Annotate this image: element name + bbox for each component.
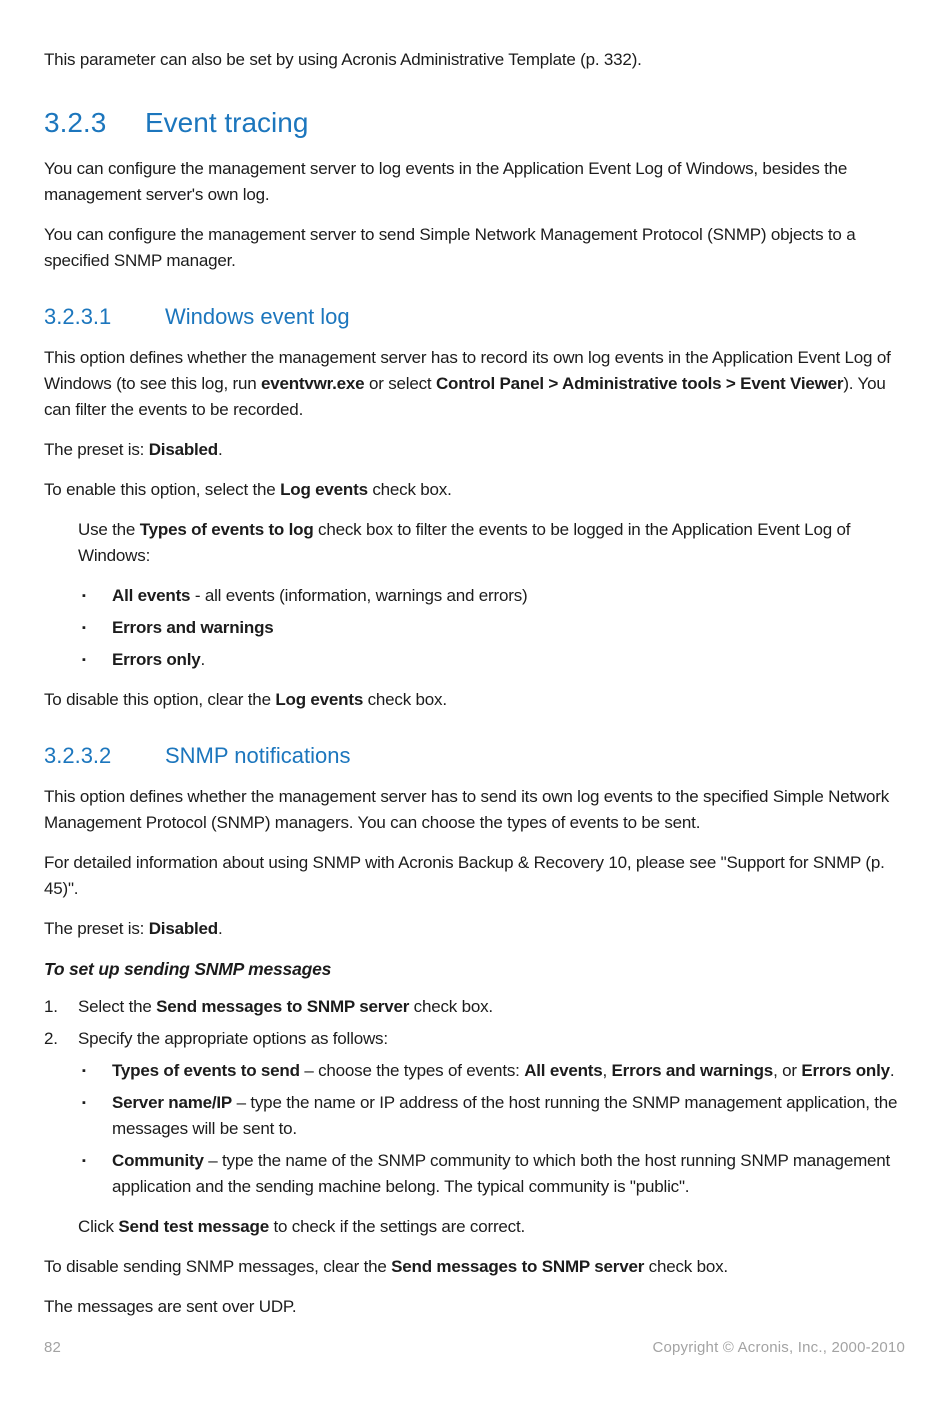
bullet-item [82,583,905,609]
page-footer [44,1335,905,1361]
paragraph: This option defines whether the management server has to record its own log events in the Application Event Log of Windows (to see this log, run eventvwr.exe or select Control Panel > Administrative tools > Event Viewer). You can filter the events to be recorded. [44,348,891,419]
preset-paragraph: The preset is: Disabled. [44,440,223,459]
paragraph: You can configure the management server to log events in the Application Event Log of Windows, besides the management server's own log. [44,159,848,204]
paragraph: The messages are sent over UDP. [44,1297,297,1316]
heading-number: 3.2.3 [44,107,107,138]
paragraph: This option defines whether the management server has to send its own log events to the specified Simple Network Management Protocol (SNMP) managers. You can choose the types of events to be sent. [44,787,890,832]
indented-paragraph: Click Send test message to check if the settings are correct. [78,1217,526,1236]
bullet-item-text: Types of events to send – choose the types of events: All events, Errors and warnings, or Errors only. [112,1061,895,1080]
numbered-item [44,994,905,1020]
heading-number: 3.2.3.1 [44,304,112,329]
indented-paragraph: Use the Types of events to log check box to filter the events to be logged in the Application Event Log of Windows: [78,520,851,565]
intro-paragraph: This parameter can also be set by using Acronis Administrative Template (p. 332). [44,50,642,69]
bullet-item [82,1090,905,1142]
paragraph: For detailed information about using SNMP with Acronis Backup & Recovery 10, please see "Support for SNMP (p. 45)". [44,853,885,898]
paragraph: You can configure the management server to send Simple Network Management Protocol (SNMP) objects to a specified SNMP manager. [44,225,856,270]
numbered-item [44,1026,905,1052]
heading-title: Event tracing [145,107,309,138]
bullet-item [82,1148,905,1200]
paragraph: To disable sending SNMP messages, clear the Send messages to SNMP server check box. [44,1257,728,1276]
page-number: 82 [44,1339,62,1356]
bullet-item-text: Community – type the name of the SNMP community to which both the host running SNMP management application and the sending machine belong. The typical community is "public". [112,1151,891,1196]
bulleted-list [82,583,905,673]
bullet-item [82,1058,905,1084]
bullet-item-text: All events - all events (information, warnings and errors) [112,586,528,605]
heading-number: 3.2.3.2 [44,743,112,768]
bullet-item [82,647,905,673]
numbered-item-text: Select the Send messages to SNMP server check box. [78,997,493,1016]
heading-title: Windows event log [165,304,350,329]
numbered-list [44,994,905,1052]
paragraph: To enable this option, select the Log events check box. [44,480,452,499]
preset-paragraph: The preset is: Disabled. [44,919,223,938]
item-number: 2. [44,1029,58,1048]
bullet-square-icon: ▪ [82,1097,86,1109]
bullet-square-icon: ▪ [82,654,86,666]
heading-3-2-3-1-windows-event-log [44,303,905,330]
numbered-item-text: Specify the appropriate options as follows: [78,1029,388,1048]
heading-3-2-3-2-snmp-notifications [44,742,905,769]
bullet-item-text: Errors only. [112,650,206,669]
bullet-item [82,615,905,641]
bullet-item-text: Errors and warnings [112,618,274,637]
item-number: 1. [44,997,58,1016]
bullet-square-icon: ▪ [82,590,86,602]
procedure-title: To set up sending SNMP messages [44,959,332,979]
heading-title: SNMP notifications [165,743,351,768]
copyright: Copyright © Acronis, Inc., 2000-2010 [652,1339,905,1356]
bullet-square-icon: ▪ [82,1065,86,1077]
bulleted-list [82,1058,905,1200]
bullet-square-icon: ▪ [82,1155,86,1167]
heading-3-2-3-event-tracing [44,106,905,140]
paragraph: To disable this option, clear the Log events check box. [44,690,447,709]
bullet-item-text: Server name/IP – type the name or IP address of the host running the SNMP management application, the messages will be sent to. [112,1093,898,1138]
bullet-square-icon: ▪ [82,622,86,634]
